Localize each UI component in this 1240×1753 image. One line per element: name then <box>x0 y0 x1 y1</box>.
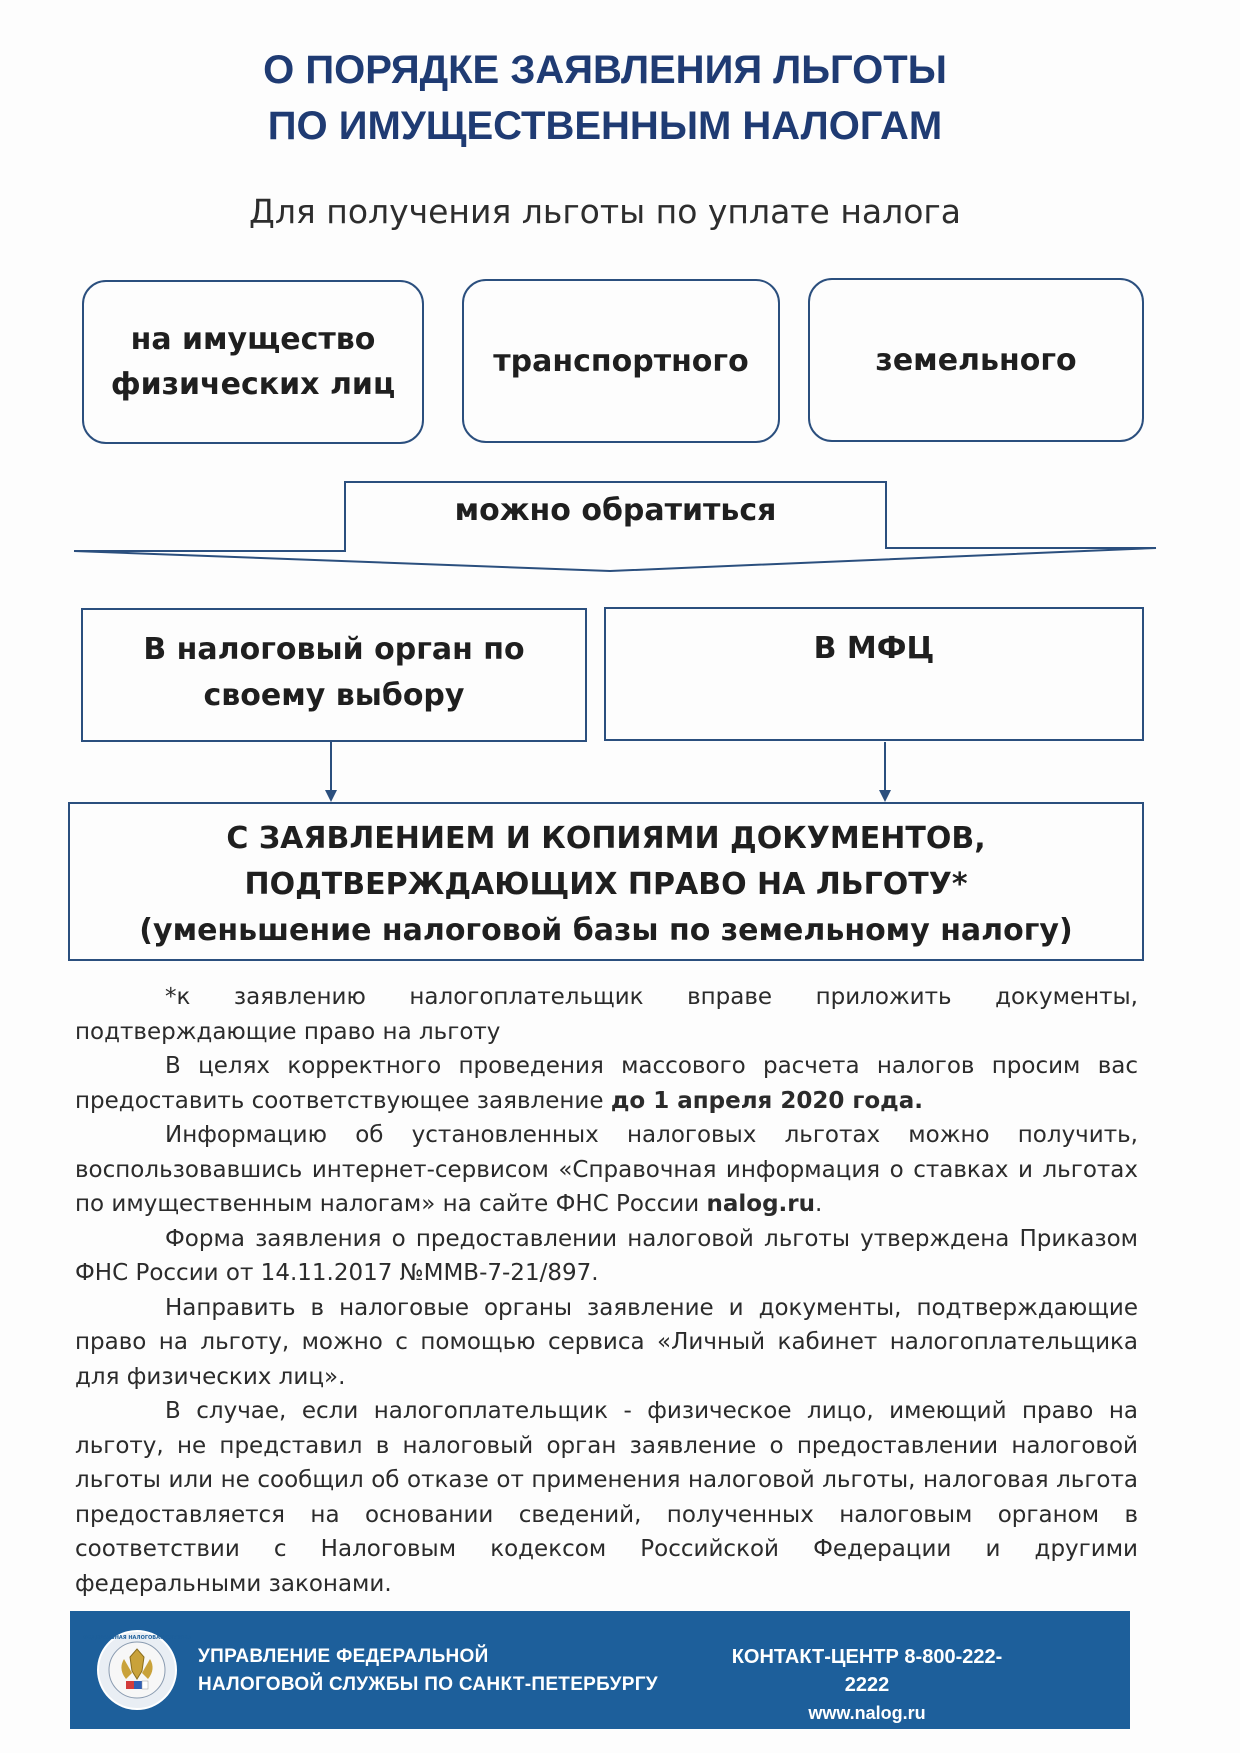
body-text <box>75 980 1138 1601</box>
tax-type-transport-label: транспортного <box>493 343 749 379</box>
option-mfc-box <box>604 607 1144 741</box>
title-line-1: О ПОРЯДКЕ ЗАЯВЛЕНИЯ ЛЬГОТЫ <box>263 48 947 92</box>
tax-type-property-line1: на имущество <box>130 322 376 357</box>
option-tax-office-line1: В налоговый орган по <box>143 632 525 667</box>
title-line-2: ПО ИМУЩЕСТВЕННЫМ НАЛОГАМ <box>267 104 943 148</box>
paragraph-personal-cabinet: Направить в налоговые органы заявление и документы, подтверждающие право на льготу, можно с помощью сервиса «Личный кабинет налогоплательщика для физических лиц». <box>75 1294 1138 1390</box>
footer-org-line1: УПРАВЛЕНИЕ ФЕДЕРАЛЬНОЙ <box>198 1646 489 1667</box>
arrow-left-icon <box>325 790 337 802</box>
paragraph-info-text: Информацию об установленных налоговых льготах можно получить, воспользовавшись интернет-сервисом «Справочная информация о ставках и льготах по имущественным налогам» на сайте ФНС России <box>75 1122 1138 1217</box>
result-line1: С ЗАЯВЛЕНИЕМ И КОПИЯМИ ДОКУМЕНТОВ, <box>226 821 986 856</box>
tax-type-property-box <box>82 280 424 444</box>
paragraph-info-site: nalog.ru <box>706 1191 816 1217</box>
option-mfc-label: В МФЦ <box>813 631 935 666</box>
footer-org-line2: НАЛОГОВОЙ СЛУЖБЫ ПО САНКТ-ПЕТЕРБУРГУ <box>198 1674 658 1695</box>
footer-contact <box>722 1643 1012 1727</box>
option-tax-office-box <box>81 608 587 742</box>
emblem-caption: ФЕДЕРАЛЬНАЯ НАЛОГОВАЯ СЛУЖБА <box>82 1635 192 1641</box>
paragraph-default-case: В случае, если налогоплательщик - физическое лицо, имеющий право на льготу, не представил в налоговый орган заявление о предоставлении налоговой льготы или не сообщил об отказе от применения налоговой льготы, налоговая льгота предоставляется на основании сведений, полученных налоговым органом в соответствии с Налоговым кодексом Российской Федерации и другими федеральными законами. <box>75 1398 1138 1597</box>
option-tax-office-line2: своему выбору <box>203 678 465 713</box>
page-title <box>0 42 1210 154</box>
paragraph-info-end: . <box>815 1191 823 1217</box>
subtitle: Для получения льготы по уплате налога <box>249 192 961 231</box>
paragraph-deadline-text: В целях корректного проведения массового расчета налогов просим вас предоставить соответствующее заявление <box>75 1053 1138 1114</box>
paragraph-footnote: *к заявлению налогоплательщик вправе приложить документы, подтверждающие право на льготу <box>75 984 1138 1045</box>
paragraph-deadline-date: до 1 апреля 2020 года. <box>610 1087 923 1114</box>
result-box <box>68 802 1144 961</box>
footer-contact-phone: КОНТАКТ-ЦЕНТР 8-800-222-2222 <box>731 1646 1003 1696</box>
fns-emblem-icon <box>82 1629 192 1711</box>
paragraph-info-service <box>75 1118 1138 1222</box>
tax-type-land-label: земельного <box>875 342 1077 378</box>
paragraph-deadline <box>75 1049 1138 1118</box>
tax-type-transport-box <box>462 279 780 443</box>
result-line3: (уменьшение налоговой базы по земельному налогу) <box>139 913 1073 948</box>
footer-website-link[interactable]: www.nalog.ru <box>808 1703 926 1723</box>
connector-label: можно обратиться <box>454 493 777 528</box>
arrows <box>0 740 1240 804</box>
arrow-right-icon <box>879 790 891 802</box>
footer-organization <box>198 1643 658 1699</box>
paragraph-form-order: Форма заявления о предоставлении налоговой льготы утверждена Приказом ФНС России от 14.11.2017 №ММВ-7-21/897. <box>75 1225 1138 1286</box>
footer-banner <box>70 1611 1130 1729</box>
tax-type-property-line2: физических лиц <box>110 367 396 402</box>
tax-type-land-box <box>808 278 1144 442</box>
result-line2: ПОДТВЕРЖДАЮЩИХ ПРАВО НА ЛЬГОТУ* <box>244 867 968 902</box>
